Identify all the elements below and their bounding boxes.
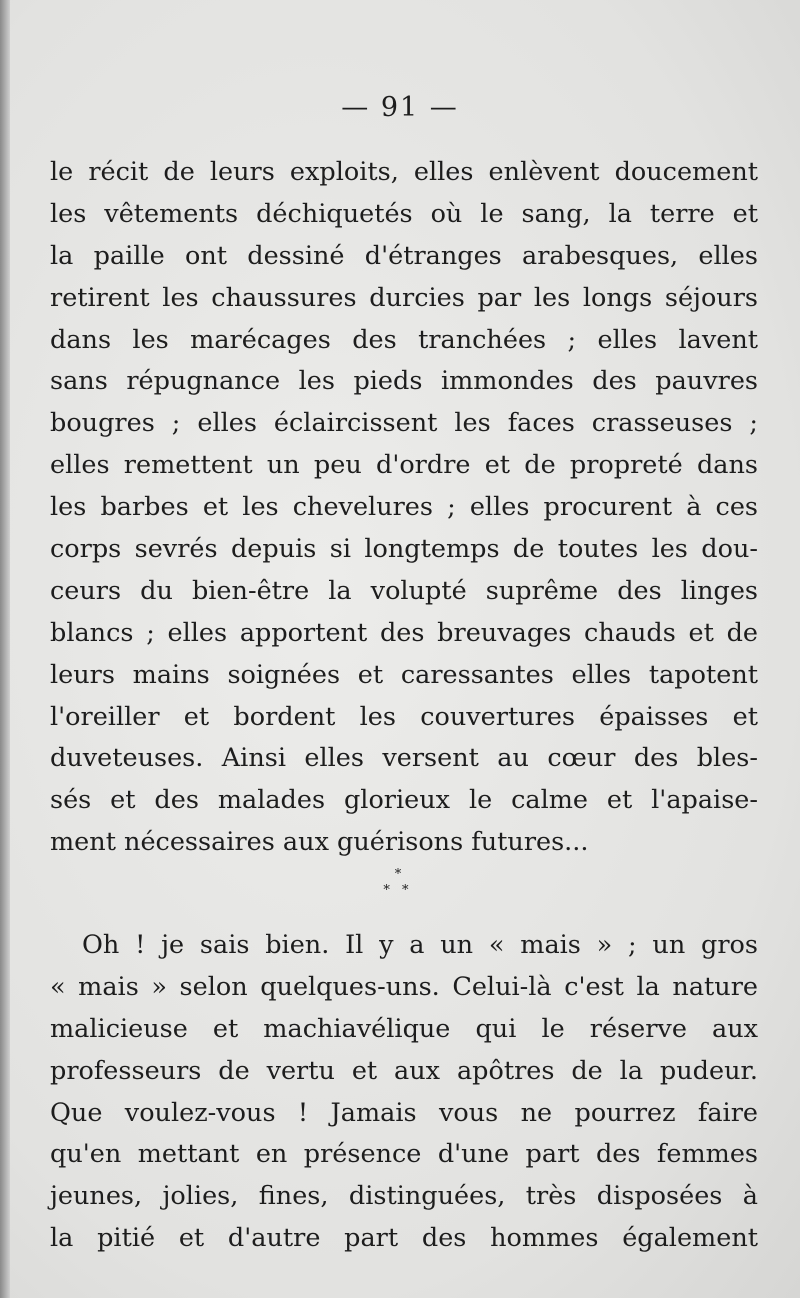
text-line: dans les marécages des tranchées ; elles lavent (50, 324, 758, 355)
asterism-top: * (394, 867, 402, 882)
text-line: jeunes, jolies, fines, distinguées, très disposées à (50, 1181, 758, 1212)
text-line: sés et des malades glorieux le calme et l'apaise- (50, 785, 758, 816)
text-line: leurs mains soignées et caressantes elles tapotent (50, 659, 758, 690)
text-line: elles remettent un peu d'ordre et de propreté dans (50, 450, 758, 481)
text-line: Oh ! je sais bien. Il y a un « mais » ; un gros (82, 930, 758, 960)
text-line: Que voulez-vous ! Jamais vous ne pourrez faire (50, 1097, 758, 1128)
text-line: retirent les chaussures durcies par les longs séjours (50, 282, 758, 313)
text-line: les barbes et les chevelures ; elles procurent à ces (50, 492, 758, 523)
text-line: l'oreiller et bordent les couvertures épaisses et (50, 701, 758, 732)
paragraph-1 (50, 152, 758, 864)
section-separator-asterism (378, 868, 418, 912)
asterism-bottom: * * (383, 883, 413, 898)
text-line: bougres ; elles éclaircissent les faces crasseuses ; (50, 408, 758, 439)
text-line: ceurs du bien-être la volupté suprême des linges (50, 575, 758, 606)
text-line: ment nécessaires aux guérisons futures... (50, 827, 589, 858)
text-line: malicieuse et machiavélique qui le réserve aux (50, 1013, 758, 1044)
text-line: les vêtements déchiquetés où le sang, la terre et (50, 198, 758, 229)
text-line: la pitié et d'autre part des hommes également (50, 1223, 758, 1254)
text-line: sans répugnance les pieds immondes des pauvres (50, 366, 758, 397)
text-line: la paille ont dessiné d'étranges arabesques, elles (50, 240, 758, 271)
text-line: corps sevrés depuis si longtemps de toutes les dou- (50, 534, 758, 565)
text-line: blancs ; elles apportent des breuvages chauds et de (50, 617, 758, 648)
text-line: « mais » selon quelques-uns. Celui-là c'est la nature (50, 971, 758, 1002)
text-line: le récit de leurs exploits, elles enlèvent doucement (50, 157, 758, 187)
text-line: professeurs de vertu et aux apôtres de la pudeur. (50, 1055, 758, 1086)
text-line: duveteuses. Ainsi elles versent au cœur des bles- (50, 743, 758, 774)
text-line: qu'en mettant en présence d'une part des femmes (50, 1139, 758, 1170)
page-binding-shadow (0, 0, 10, 1298)
page-number: — 91 — (341, 92, 459, 123)
paragraph-2 (50, 925, 758, 1260)
